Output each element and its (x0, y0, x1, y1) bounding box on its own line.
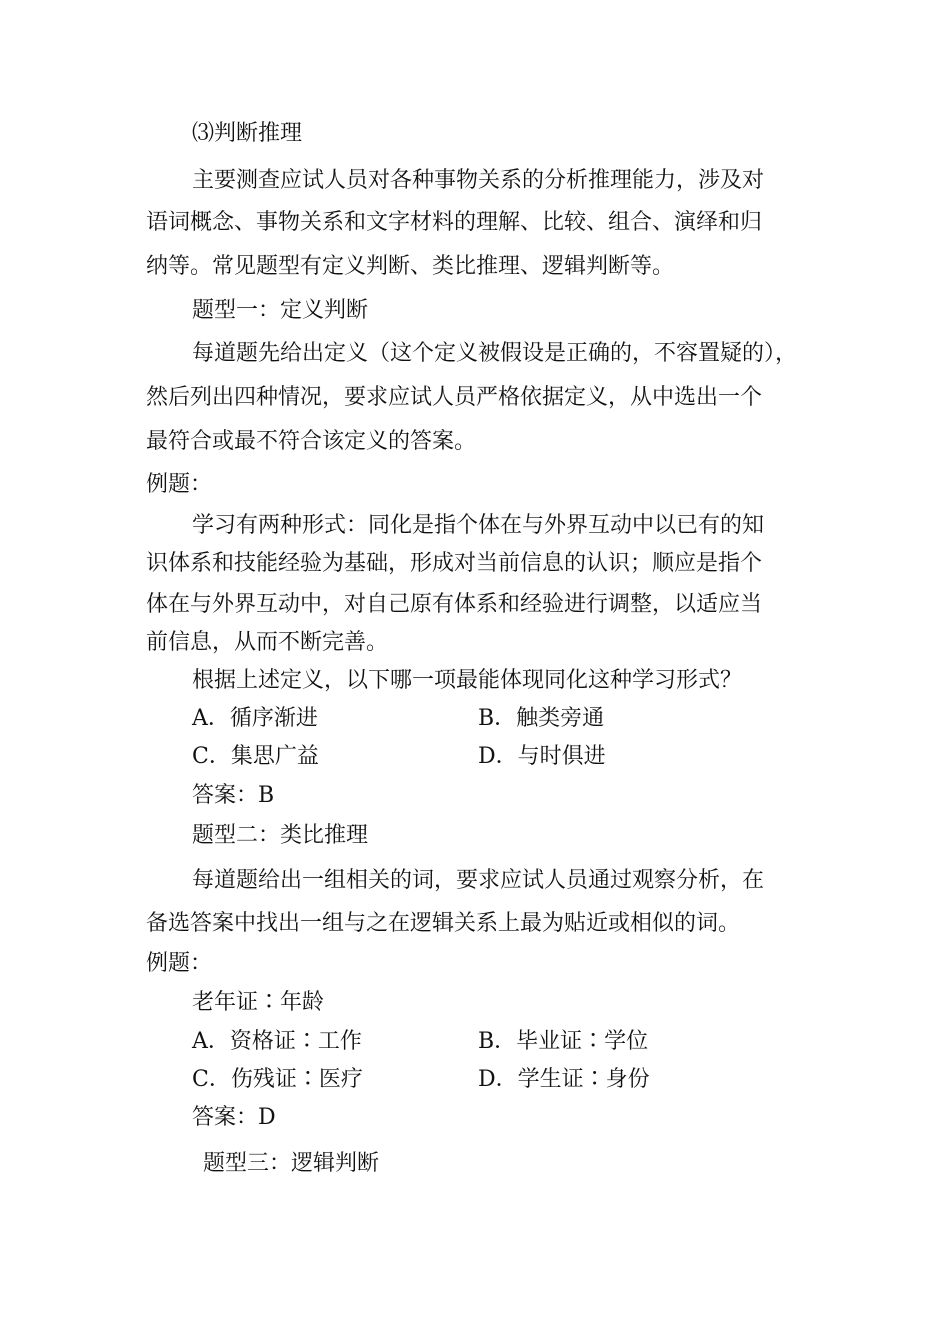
type1-option-c: C．集思广益 (192, 744, 319, 769)
type1-example-line-4: 前信息，从而不断完善。 (146, 630, 389, 655)
type2-option-c: C．伤残证∶医疗 (192, 1067, 363, 1092)
intro-line-2: 语词概念、事物关系和文字材料的理解、比较、组合、演绎和归 (146, 210, 763, 235)
type1-desc-line-1: 每道题先给出定义（这个定义被假设是正确的，不容置疑的）， (192, 341, 798, 366)
type1-heading: 题型一：定义判断 (192, 298, 369, 323)
type2-example-label: 例题： (146, 951, 213, 976)
type1-desc-line-2: 然后列出四种情况，要求应试人员严格依据定义，从中选出一个 (146, 385, 763, 410)
type2-option-b: B．毕业证∶学位 (478, 1029, 649, 1054)
type1-option-b: B．触类旁通 (478, 706, 605, 731)
type1-option-d: D．与时俱进 (478, 744, 606, 769)
type1-example-line-3: 体在与外界互动中，对自己原有体系和经验进行调整，以适应当 (146, 592, 763, 617)
type1-desc-line-3: 最符合或最不符合该定义的答案。 (146, 429, 477, 454)
type1-example-line-2: 识体系和技能经验为基础，形成对当前信息的认识；顺应是指个 (146, 551, 763, 576)
type2-desc-line-1: 每道题给出一组相关的词，要求应试人员通过观察分析，在 (192, 868, 765, 893)
type2-heading: 题型二：类比推理 (192, 823, 369, 848)
type1-example-line-1: 学习有两种形式：同化是指个体在与外界互动中以已有的知 (192, 513, 765, 538)
type3-heading: 题型三：逻辑判断 (203, 1151, 380, 1176)
type1-question: 根据上述定义，以下哪一项最能体现同化这种学习形式？ (192, 668, 743, 693)
type2-answer: 答案：D (192, 1105, 276, 1130)
type1-answer: 答案：B (192, 783, 275, 808)
intro-line-1: 主要测查应试人员对各种事物关系的分析推理能力，涉及对 (192, 168, 765, 193)
type1-example-label: 例题： (146, 472, 213, 497)
type2-option-a: A．资格证∶工作 (192, 1029, 362, 1054)
type2-stem: 老年证∶年龄 (192, 990, 325, 1015)
intro-line-3: 纳等。常见题型有定义判断、类比推理、逻辑判断等。 (146, 254, 675, 279)
section-title: ⑶判断推理 (192, 121, 303, 146)
type1-option-a: A．循序渐进 (192, 706, 318, 731)
type2-desc-line-2: 备选答案中找出一组与之在逻辑关系上最为贴近或相似的词。 (146, 911, 741, 936)
type2-option-d: D．学生证∶身份 (478, 1067, 650, 1092)
